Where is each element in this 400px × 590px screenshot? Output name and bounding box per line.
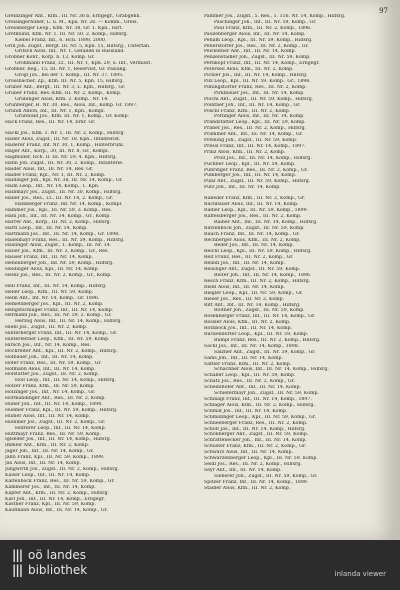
entry-line: Rauch Franz, Inf., III. Nr. 14, Komp., Gr. xyxy=(204,231,300,237)
entry-line: Pirklbauer Jos., Inf., III. Nr. 14, Komp. xyxy=(214,90,305,96)
entry-line: Schiefermayr Joh., Zugsf., III. Nr. 59, Komp. xyxy=(214,391,319,397)
entry-line: Hofmann Alois, Inf., III. Nr. 14, Komp. xyxy=(5,366,96,372)
entry-line: Hermann Joh., Res., III. Nr. 59, 2. Komp., Gr. xyxy=(5,313,112,319)
entry-line: Sieberer Joh., Zugsf., III. Nr. 59, Komp., Gr. xyxy=(214,473,318,479)
entry-line: Schinagl Franz, Inf., III. Nr. 14, Komp., 1897. xyxy=(204,397,312,402)
entry-line: Kapfer Ant., Kfm., III. Nr. 2, Komp., Hilfsrg. xyxy=(5,490,110,496)
entry-line: Hartmann Jos., Inf., III. Nr. 14, Komp., Gr. 1898. xyxy=(5,231,120,237)
entry-line: Huber Joh., Inf., III. Nr. 14, Komp., 1898. xyxy=(5,402,103,407)
entry-line: Punz Ant., Zugsf., III. Nr. 59, Komp., Hilfsrg. xyxy=(204,179,311,185)
logo-mark-icon: ||| xyxy=(12,563,23,577)
entry-line: Grohmann Franz, Lt., III. Nr. 1, Kpn. 29, u. Inf., Vermisst. xyxy=(15,61,152,67)
entry-line: Penzenstadler Joh., Zugsf., III. Nr. 59, Komp. xyxy=(204,55,311,61)
viewer-label: inlanda viewer xyxy=(334,570,386,578)
entry-line: Kastner Franz, Kpl., III. Nr. 59, Komp. xyxy=(5,502,96,508)
entry-line: Haider Franz, Kpl., Nr. 1, III. Nr. 2, Komp. xyxy=(5,172,106,178)
entry-line: Ruckendorfer Leop., Kpl., III. Nr. 59, Komp. xyxy=(204,332,309,338)
page-number: 97 xyxy=(379,7,388,15)
entry-line: Rössler Alois, Kfm., III. Nr. 2, Komp. xyxy=(204,320,291,326)
entry-line: Reindl Jos., Inf., III. Nr. 14, Komp. xyxy=(204,261,285,267)
entry-line: Harrer Ant., Korp., III. Nr. 2, Komp., Hilfsrg. xyxy=(5,219,112,225)
entry-line: Schachner Alois, Inf., III. Nr. 14, Komp., Hilfsrg. xyxy=(214,367,329,373)
entry-line: Hochreiter Ant., Kpl., III. Nr. 2, Komp., Hilfsrg. xyxy=(5,348,118,354)
entry-line: Peherstorfer Jos., Res., III. Nr. 2, Komp., Gr. xyxy=(204,43,309,49)
entry-line: Hofer Franz, Res., III. Nr. 59, Komp., Gr. xyxy=(5,360,102,366)
entry-line: Grögl Jos., bei der 1. Komp., III. Nr. 37, 1895. xyxy=(15,73,124,79)
entry-line: Heinz Jos., Res., III. Nr. 2, Komp., Gr., Komp. xyxy=(5,272,112,278)
entry-line: Kaufmann Alois, Inf., III. Nr. 14, Komp., Gr. xyxy=(5,508,108,514)
entry-line: Sams Joh., Inf., III. Nr. 14, Komp. xyxy=(204,355,284,361)
entry-line: Holzinger Jos., Inf., Nr. 14, Komp., Gr. xyxy=(5,390,96,396)
logo-mark-icon: ||| xyxy=(12,548,23,562)
entry-line: Haim Leop., Inf., Nr. 14, Komp., 1. Kpn. xyxy=(5,184,100,190)
entry-line: Hell Franz, Inf., III. Nr. 14, Komp., Hilfsrg. xyxy=(5,283,107,289)
entry-line: Gröbner, Reg., 15, III. Nr. 1, Reservist, Gr. Paslang. xyxy=(5,67,128,73)
entry-line: Holl Leop., Inf., III. Nr. 14, Komp., Hilfsrg. xyxy=(15,378,117,384)
entry-line: Rachbauer Alois, Inf., III. Nr. 14, Komp. xyxy=(204,202,299,208)
entry-line: Pilz Leop., Kpl., III. Nr. 59, Komp., Gr., 1898. xyxy=(204,78,311,84)
entry-line: Schmid Jos., Inf., III. Nr. 14, Komp. xyxy=(204,408,288,414)
logo-text-line2: bibliothek xyxy=(27,563,88,577)
entry-line: Seidl Jos., Res., III. Nr. 2, Komp., Hilfsrg. xyxy=(204,461,302,467)
entry-line: Putz Joh., Inf., III. Nr. 14, Komp. xyxy=(204,185,281,191)
left-text-column xyxy=(5,14,195,514)
entry-line: Prandstätter Leop., Kpl., III. Nr. 59, Komp. xyxy=(204,120,306,126)
entry-line: Peirleitner Ant., Inf., III. Nr. 14, Komp. xyxy=(204,49,296,55)
entry-line: Hanl Joh., Inf., III. Nr. 14, Komp., Gr., Komp. xyxy=(5,213,111,219)
entry-line: Hutterer Leop., Inf., III. Nr. 14, Komp. xyxy=(15,425,107,431)
entry-line: Praher Jos., Res., III. Nr. 2, Komp., Hilfsrg. xyxy=(204,126,307,132)
entry-line: Kaiser Leop., Inf., III. Nr. 14, Komp. xyxy=(5,472,91,478)
entry-line: Reichl Leop., Kpl., III. Nr. 59, Komp., Hilfsrg. xyxy=(204,249,312,255)
entry-line: Peham Leop., Kpl., III. Nr. 59, Komp., Hilfsrg. xyxy=(204,37,313,43)
entry-line: Salzner Ant., Zugsf., III. Nr. 59, Komp., Gr. xyxy=(214,349,316,355)
entry-line: Rechberger Alois, Kfm., III. Nr. 2, Komp. xyxy=(204,237,301,243)
entry-line: Schwarzenberger Leop., Kpl., III. Nr. 59, Komp. xyxy=(204,456,318,462)
entry-line: Hartl Leop., Inf., III. Nr. 14, Komp. xyxy=(5,225,88,231)
entry-line: Riegler Leop., Kpl., III. Nr. 59, Komp., Gr. xyxy=(204,290,304,296)
entry-line: Raffelsberger Jos., Res., III. Nr. 2, Komp. xyxy=(204,213,302,219)
entry-line: Riedl Alois, Inf., III. Nr. 14, Komp. xyxy=(204,284,285,290)
entry-line: Hiebl Jos., Zugsf., III. Nr. 2, Komp. xyxy=(5,325,88,331)
entry-line: Grünwald Jos., Kfm. III. Nr. 1, Komp., Gr. Komp. xyxy=(15,114,130,120)
entry-line: Reif Franz, Res., III. Nr. 2, Komp., Gr. xyxy=(204,255,294,261)
entry-line: Ritt Ant., Inf., III. Nr. 14, Komp., Hilfsrg. xyxy=(204,302,301,308)
entry-line: Prammer Ant., Inf., III. Nr. 14, Komp., Gr. xyxy=(204,132,303,138)
entry-line: Peterseil Alois, Kfm., III. Nr. 2, Komp. xyxy=(204,67,294,73)
entry-line: Pöttinger Alois, Inf., III. Nr. 14, Komp. xyxy=(214,114,305,120)
entry-line: Pammer Jos., Zugsf., 5. Res., 1. 116. Nr. 14, Komp., Hilfsrg. xyxy=(204,14,346,19)
entry-line: Hahn Joh. Zugsf., III. Nr. 30, 2. Komp., Infanterie. xyxy=(5,160,124,166)
entry-line: Hack Franz, Res., III. Nr. 14, Erkr. Gr. xyxy=(5,120,96,126)
entry-line: Seyr Ant., Inf., III. Nr. 14, Komp. xyxy=(204,467,282,473)
entry-line: Schrattenecker Joh., Inf., III. Nr. 14, Komp. xyxy=(204,438,307,444)
entry-line: Stadler Alois, Kfm., III. Nr. 2, Komp. xyxy=(204,485,291,491)
entry-line: Sattler Franz, Kfm., III. Nr. 2, Komp. xyxy=(204,361,292,367)
entry-line: Radler Leop., Kpl., III. Nr. 59, Komp., 1899. xyxy=(204,208,309,213)
entry-line: Häder Alois, Zugsf., IIl. Nr. 18. Kpn., Infanterist. xyxy=(5,137,121,143)
entry-line: Hüttmayr Franz, Res., III. Nr. 59, Komp. xyxy=(5,431,101,437)
entry-line: Hagmüller, Hch. II. III. Nr. 59, 4. Kpn., Hilfsrg. xyxy=(5,154,117,160)
entry-line: Roitner Joh., Zugsf., III. Nr. 59, Komp. xyxy=(214,308,305,314)
entry-line: Pressl Franz, Inf., III. Nr. 14, Komp., 1897. xyxy=(204,143,306,149)
entry-line: Pichler Jos., Inf., III. Nr. 14, Komp., Hilfsrg. xyxy=(204,73,308,79)
entry-line: Hummer Jos., Zugsf., III. Nr. 2, Komp., Gr. xyxy=(5,419,106,425)
entry-line: Rosenberger Franz, Inf., III. Nr. 14, Komp., Gr. xyxy=(204,314,316,320)
entry-line: Paschinger Joh., Inf., III. Nr. 59, Komp., Gr. xyxy=(214,19,317,25)
entry-line: Huemer Franz, Kpl., III. Nr. 59, Komp., Hilfsrg. xyxy=(5,407,118,413)
entry-line: Reisinger Ant., Zugsf., III. Nr. 59, Komp. xyxy=(204,267,301,273)
entry-line: Grünberger, H. Nr. 30, Res., Alois, Inf., Komp. Gr. 1897. xyxy=(5,102,138,108)
entry-line: Rabeder Franz, Kfm., III. Nr. 2, Komp., Gr. xyxy=(204,196,306,202)
entry-line: Schmidinger Leop., Kpl., III. Nr. 59, Komp., Gr. xyxy=(204,414,316,420)
entry-line: Pöschl Franz, Kfm., III. Nr. 2, Komp. xyxy=(204,108,291,114)
entry-line: Gruber Franz, Res.-Kfm. III. Nr. 2, Komp., Komp. xyxy=(5,90,122,96)
entry-line: Hauer Jos., Kfm., III. Nr. 2, Komp., Gr., Res. xyxy=(5,249,109,255)
entry-line: Pernkopf Franz, Inf., III. Nr. 14, Komp., Erbgegr. xyxy=(204,61,320,67)
entry-line: Greisingerhuber, L. u. M., Kpa. Nr. 26. — Komm., Greis. xyxy=(5,19,139,25)
entry-line: Heller Leop., Kfm., III. Nr. 59, Komp. xyxy=(5,289,94,295)
entry-line: Kiebel Franz, Inf., 6. Hch. 1898, 2000. xyxy=(15,37,107,43)
entry-line: Haselmayr Franz, Res., III. Nr. 59, Komp., Hilfsrg. xyxy=(5,237,125,243)
entry-line: Pauzenberger Alois, Inf., III. Nr. 14, Komp. xyxy=(204,31,306,37)
entry-line: Pimingstorfer Franz, Res., III. Nr. 2, Komp. xyxy=(204,84,307,90)
entry-line: Hinterberger Franz, Inf., III. Nr. 14, Komp., Gr. xyxy=(5,331,118,337)
entry-line: Gründl Anton, Inf., III. Nr. 1, Kpn., Kompl. xyxy=(5,108,106,114)
entry-line: Schuster Franz, Kfm., III. Nr. 2, Komp., Gr. xyxy=(204,444,307,450)
entry-line: Schaller Leop., Kpl., III. Nr. 59, Komp. xyxy=(204,373,296,379)
entry-line: Rainer Ant., Inf., III. Nr. 14, Komp., Hilfsrg. xyxy=(214,219,318,225)
entry-line: Schneeberger Franz, Res., III. Nr. 2, Komp. xyxy=(204,420,308,426)
entry-line: Hauser Franz, Inf., III. Nr. 14, Komp. xyxy=(5,255,94,261)
entry-line: Prinz Alois, Kfm., III. Nr. 2, Komp. xyxy=(204,149,286,155)
entry-line: Iglseder Jos., Inf., III. Nr. 14, Komp., Hilfsrg. xyxy=(5,437,112,443)
entry-line: Grossbacher, Zp., Kfm. III. Nr. 5, Kpn. 15, Hilfsrg. xyxy=(5,78,124,84)
entry-line: Jahn Franz, Kpl., III. Nr. 59, Komp., 1899. xyxy=(5,455,105,461)
entry-line: Preining Joh., Zugsf., III. Nr. 59, Komp. xyxy=(204,138,298,144)
entry-line: Rumpl Franz, Res., III. Nr. 2, Komp., Hilfsrg. xyxy=(214,337,321,343)
entry-line: Gruber Ant., Bergf., III. Nr. 3, L. Kpn., Hilfsrg., Gr. xyxy=(5,84,126,90)
entry-line: Plöchl Ant., Zugsf., III. Nr. 59, Komp., Hilfsrg. xyxy=(204,96,314,102)
entry-line: Heidinger Alois, Kpl., III. Nr. 14, Komp. xyxy=(5,267,100,273)
entry-line: Greinzinger Ant., Kfm., IIl. Nr. 36 b, Erbgegr., Grabgehn. xyxy=(5,14,142,19)
entry-line: Hammer Jos., Kpl., III. Nr. 59, 3. Komp., Res. xyxy=(5,208,113,213)
entry-line: Schönberger Ant., Zugsf., III. Nr. 59, Komp. xyxy=(204,432,309,438)
entry-line: Kammerer Jos., Inf., III. Nr. 14, Komp. xyxy=(5,484,96,490)
entry-line: Haidinger Joh., Kpl. Nr. 38, III. Nr. 14, Komp., Gr. xyxy=(5,178,123,184)
entry-line: Jungwirth Jos., Zugsf., III. Nr. 2, Komp., Hilfsrg. xyxy=(5,466,120,472)
logo-text-line1: oö landes xyxy=(27,548,87,562)
entry-line: Pointner Joh., Inf., III. Nr. 14, Komp., Gr. xyxy=(204,102,301,108)
entry-line: Gretmund, Kfm. Nr. 1. III. Nr. 50, 2. Komp., Hilfsrg. xyxy=(5,31,129,37)
entry-line: Paul Franz, Kfm., III. Nr. 2, Komp., 1896. xyxy=(214,25,312,31)
entry-line: Hager Ant., Korp., 30, III. Nr. 8, Gr., Kompl. xyxy=(5,148,110,154)
entry-line: Herzog Alois, Inf., III. Nr. 14, Komp., Hilfsrg. xyxy=(15,319,123,325)
entry-line: Hehenberger Joh., Inf. Nr. 59, Komp., Hilfsrg. xyxy=(5,261,114,267)
entry-line: Pumberger Jos., Inf., III. Nr. 14, Komp. xyxy=(204,173,297,179)
entry-line: Haller Jos., Res., Lt., III. Nr. 14, 2. Komp., Gr. xyxy=(5,196,114,202)
viewer-footer xyxy=(0,540,400,590)
entry-line: Helm Ant., Inf. Nr. 14, Komp., Gr. 1896. xyxy=(5,295,100,301)
entry-line: Schwarz Alois, Inf., III. Nr. 14, Komp. xyxy=(204,450,293,456)
entry-line: Gritsch Alois, Inf., Nr. 1, Gefallen in Russland. xyxy=(15,49,125,55)
entry-line: Haider Alois, Inf., IIl. Nr. 14, Res. Gr. xyxy=(5,166,94,172)
entry-line: Scheiblhofer Ant., Inf., III. Nr. 14, Komp. xyxy=(204,385,302,391)
entry-line: Karl Joh., Inf., III. Nr. 14, Komp., Erbgegr. xyxy=(5,496,105,502)
entry-line: Ratzenböck Joh., Zugsf., III. Nr. 59, Komp. xyxy=(204,225,305,231)
right-text-column xyxy=(204,14,388,492)
entry-line: Halbmayr Jos., Zugsf., III. Nr. 30, Komp., Hilfsrg. xyxy=(5,190,122,196)
entry-line: Humer Alois, Inf., III. Nr. 14, Komp. xyxy=(5,413,91,419)
entry-line: Kaltenböck Franz, Res., III. Nr. 59, Komp., Gr. xyxy=(5,478,115,484)
entry-line: Spitzer Franz, Inf., III. Nr. 14, Komp., 1899. xyxy=(204,479,309,485)
entry-line: Hofbauer Joh., Inf., III. Nr. 14, Komp. xyxy=(5,354,94,360)
entry-line: Holzer Franz, Kfm., III. Nr. 59, Komp. xyxy=(5,384,95,390)
entry-line: Hengstschläger Franz, Inf., III. Nr. 14, Komp. xyxy=(5,307,114,313)
entry-line: Greilsberger Leop., Kfm. Nr. 38, Gr. 1. Kpn., Hirt. xyxy=(5,25,124,31)
entry-line: Hemetsberger Jos., Kpl., III. Nr. 2, Komp. xyxy=(5,301,104,307)
entry-line: Grill Joh. Zugsf., Bergf. III. Nr. 5, Kpn. 15, Hilfsrg., Untertan. xyxy=(5,43,151,49)
entry-line: Pühringer Franz, Res., III. Nr. 2, Komp., Gr. xyxy=(204,167,308,173)
entry-line: Resch Franz, Kfm., III. Nr. 2, Komp., Hilfsrg. xyxy=(204,278,311,284)
entry-line: Hamberger Franz, Inf. Nr. 14, Komp., Kompl. xyxy=(15,202,123,208)
entry-line: Hinterleitner Leop., Kfm., III. Nr. 59, Komp. xyxy=(5,337,110,343)
entry-line: Rieser Jos., Res., III. Nr. 2, Komp. xyxy=(204,296,285,302)
entry-line: Grubinger Alois, Kfm. 2. Komp., Nr. 14. xyxy=(15,96,109,102)
entry-line: Reder Jos., Inf., III. Nr. 14, Komp. xyxy=(214,243,294,249)
entry-line: Pröll Jos., Inf., III. Nr. 14, Komp., Hilfsrg. xyxy=(214,155,312,161)
entry-line: Schlager Alois, Kfm., III. Nr. 2, Komp., Hilfsrg. xyxy=(204,402,316,408)
entry-line: Schöfl Jos., Inf., III. Nr. 14, Komp., Hilfsrg. xyxy=(204,426,306,432)
entry-line: Grobner Konr., Korp. b. 13, Komp. Gr. xyxy=(5,55,95,61)
entry-line: Hackl Jos., Kfm. 1. Nr. 1, III. Nr. 2, Komp., Hilfsrg. xyxy=(5,131,125,137)
entry-line: Jax Alois, Inf., III. Nr. 14, Komp. xyxy=(5,461,81,467)
entry-line: Immler Ant., Kfm., III. Nr. 2, Komp. xyxy=(5,443,90,449)
entry-line: Schatz Jos., Res., III. Nr. 2, Komp., Gr. xyxy=(204,379,295,385)
entry-line: Haderer Franz, Inf. Nr. 30, 1, Komp., Hinterbrühl. xyxy=(5,143,125,149)
entry-line: Puchner Leop., Kpl., III. Nr. 59, Komp. xyxy=(204,161,296,167)
entry-line: Hirsch Jos., Inf., Nr. 14, Komp., Res. xyxy=(5,342,92,348)
entry-line: Haslinger Alois, Zugsf., 1. Komp., III. Nr. 14. xyxy=(5,243,112,249)
entry-line: Hofstätter Jos., Zugsf., III. Nr. 2, Komp. xyxy=(5,372,99,378)
entry-line: Reiter Joh., Inf., III. Nr. 14, Komp., 1896. xyxy=(214,272,312,278)
entry-line: Rothböck Jos., Inf., III. Nr. 14, Komp. xyxy=(204,326,293,332)
entry-line: Sachl Jos., Inf., III. Nr. 14, Komp., 1898. xyxy=(204,343,300,349)
library-logo[interactable] xyxy=(12,548,112,582)
entry-line: Hörmandinger Ant., Res., III. Nr. 2, Komp. xyxy=(5,396,106,402)
entry-line: Jäger Joh., Inf., III. Nr. 14, Komp., Gr. xyxy=(5,449,94,455)
